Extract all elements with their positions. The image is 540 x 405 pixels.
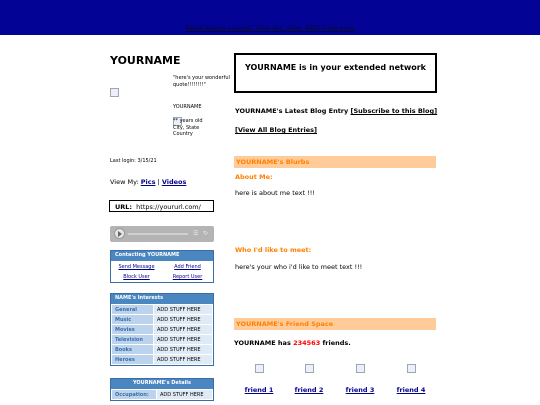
- interest-value: ADD STUFF HERE: [154, 355, 213, 365]
- interests-title: NAME's Interests: [111, 294, 213, 304]
- progress-track[interactable]: [128, 233, 188, 235]
- profile-name-small: YOURNAME: [173, 104, 202, 110]
- interest-value: ADD STUFF HERE: [154, 315, 213, 325]
- table-row: [112, 355, 213, 365]
- about-me-heading: About Me:: [235, 173, 273, 181]
- interests-table: [111, 304, 213, 365]
- profile-country: Country: [173, 131, 193, 137]
- interest-label: Television: [112, 335, 154, 345]
- friend-link[interactable]: friend 2: [294, 386, 324, 394]
- profile-name: YOURNAME: [110, 54, 181, 67]
- interest-label: Movies: [112, 325, 154, 335]
- profile-age: ** years old: [173, 118, 203, 124]
- last-login: Last login: 3/15/21: [110, 158, 157, 164]
- url-label: URL:: [115, 203, 133, 211]
- block-user-link[interactable]: Block User: [123, 274, 150, 280]
- interest-value: ADD STUFF HERE: [154, 335, 213, 345]
- detail-value: ADD STUFF HERE: [157, 390, 213, 400]
- friend-item[interactable]: [386, 364, 436, 394]
- friends-suffix: friends.: [322, 339, 351, 347]
- interest-value: ADD STUFF HERE: [154, 345, 213, 355]
- profile-quote: "here's your wonderful quote!!!!!!!!": [173, 75, 230, 88]
- pics-link[interactable]: Pics: [140, 178, 156, 186]
- videos-link[interactable]: Videos: [161, 178, 187, 186]
- details-title: YOURNAME's Details: [111, 379, 213, 389]
- add-friend-link[interactable]: Add Friend: [174, 264, 201, 270]
- friend-space-header: YOURNAME's Friend Space: [234, 318, 436, 330]
- table-row: [112, 305, 213, 315]
- interest-label: Books: [112, 345, 154, 355]
- banner-link[interactable]: Need Insane Layout? Visit Art, Vibe, BRIT from here: [185, 25, 355, 32]
- friend-link[interactable]: friend 3: [345, 386, 375, 394]
- friend-count: 234563: [293, 339, 321, 347]
- friend-avatar[interactable]: [407, 364, 416, 373]
- friend-avatar[interactable]: [305, 364, 314, 373]
- interest-label: Music: [112, 315, 154, 325]
- friend-avatar[interactable]: [255, 364, 264, 373]
- table-row: [112, 325, 213, 335]
- friend-item[interactable]: [284, 364, 334, 394]
- who-heading: Who I'd like to meet:: [235, 246, 312, 254]
- friend-avatar[interactable]: [356, 364, 365, 373]
- profile-city: City, State: [173, 124, 200, 131]
- about-me-text: here is about me text !!!: [235, 189, 315, 197]
- play-icon: [118, 231, 122, 237]
- extended-network-box: YOURNAME is in your extended network: [234, 53, 437, 93]
- friend-link[interactable]: friend 1: [244, 386, 274, 394]
- profile-photo[interactable]: [110, 82, 119, 101]
- table-row: [112, 335, 213, 345]
- view-my-label: View My:: [110, 178, 139, 186]
- latest-blog-label: YOURNAME's Latest Blog Entry: [235, 107, 349, 115]
- url-box: [109, 200, 214, 212]
- url-value[interactable]: https://yoururl.com/: [136, 203, 201, 211]
- view-all-blog-link[interactable]: [View All Blog Entries]: [235, 126, 317, 134]
- play-button[interactable]: [114, 228, 125, 239]
- interest-label: General: [112, 305, 154, 315]
- friend-item[interactable]: [234, 364, 284, 394]
- who-text: here's your who i'd like to meet text !!!: [235, 263, 363, 271]
- interest-label: Heroes: [112, 355, 154, 365]
- playlist-icon[interactable]: ☰: [193, 230, 199, 237]
- details-table: [111, 389, 213, 400]
- friend-count-row: [234, 339, 351, 347]
- detail-label: Occupation:: [112, 390, 157, 400]
- table-row: [112, 315, 213, 325]
- contact-title: Contacting YOURNAME: [111, 251, 213, 261]
- friend-link[interactable]: friend 4: [396, 386, 426, 394]
- subscribe-link[interactable]: [Subscribe to this Blog]: [350, 107, 438, 115]
- latest-blog-row: [235, 107, 437, 115]
- interests-box: [110, 293, 214, 366]
- music-player: [110, 226, 214, 242]
- friend-item[interactable]: [335, 364, 385, 394]
- interest-value: ADD STUFF HERE: [154, 325, 213, 335]
- interest-value: ADD STUFF HERE: [154, 305, 213, 315]
- table-row: [112, 390, 213, 400]
- repeat-icon[interactable]: ↻: [203, 230, 209, 237]
- blurbs-header: YOURNAME's Blurbs: [234, 156, 436, 168]
- view-my-row: [110, 178, 186, 186]
- contact-box: [110, 250, 214, 283]
- details-box: [110, 378, 214, 401]
- table-row: [112, 345, 213, 355]
- separator: |: [157, 178, 160, 186]
- report-user-link[interactable]: Report User: [172, 274, 203, 280]
- friends-prefix: YOURNAME has: [234, 339, 291, 347]
- send-message-link[interactable]: Send Message: [118, 264, 155, 270]
